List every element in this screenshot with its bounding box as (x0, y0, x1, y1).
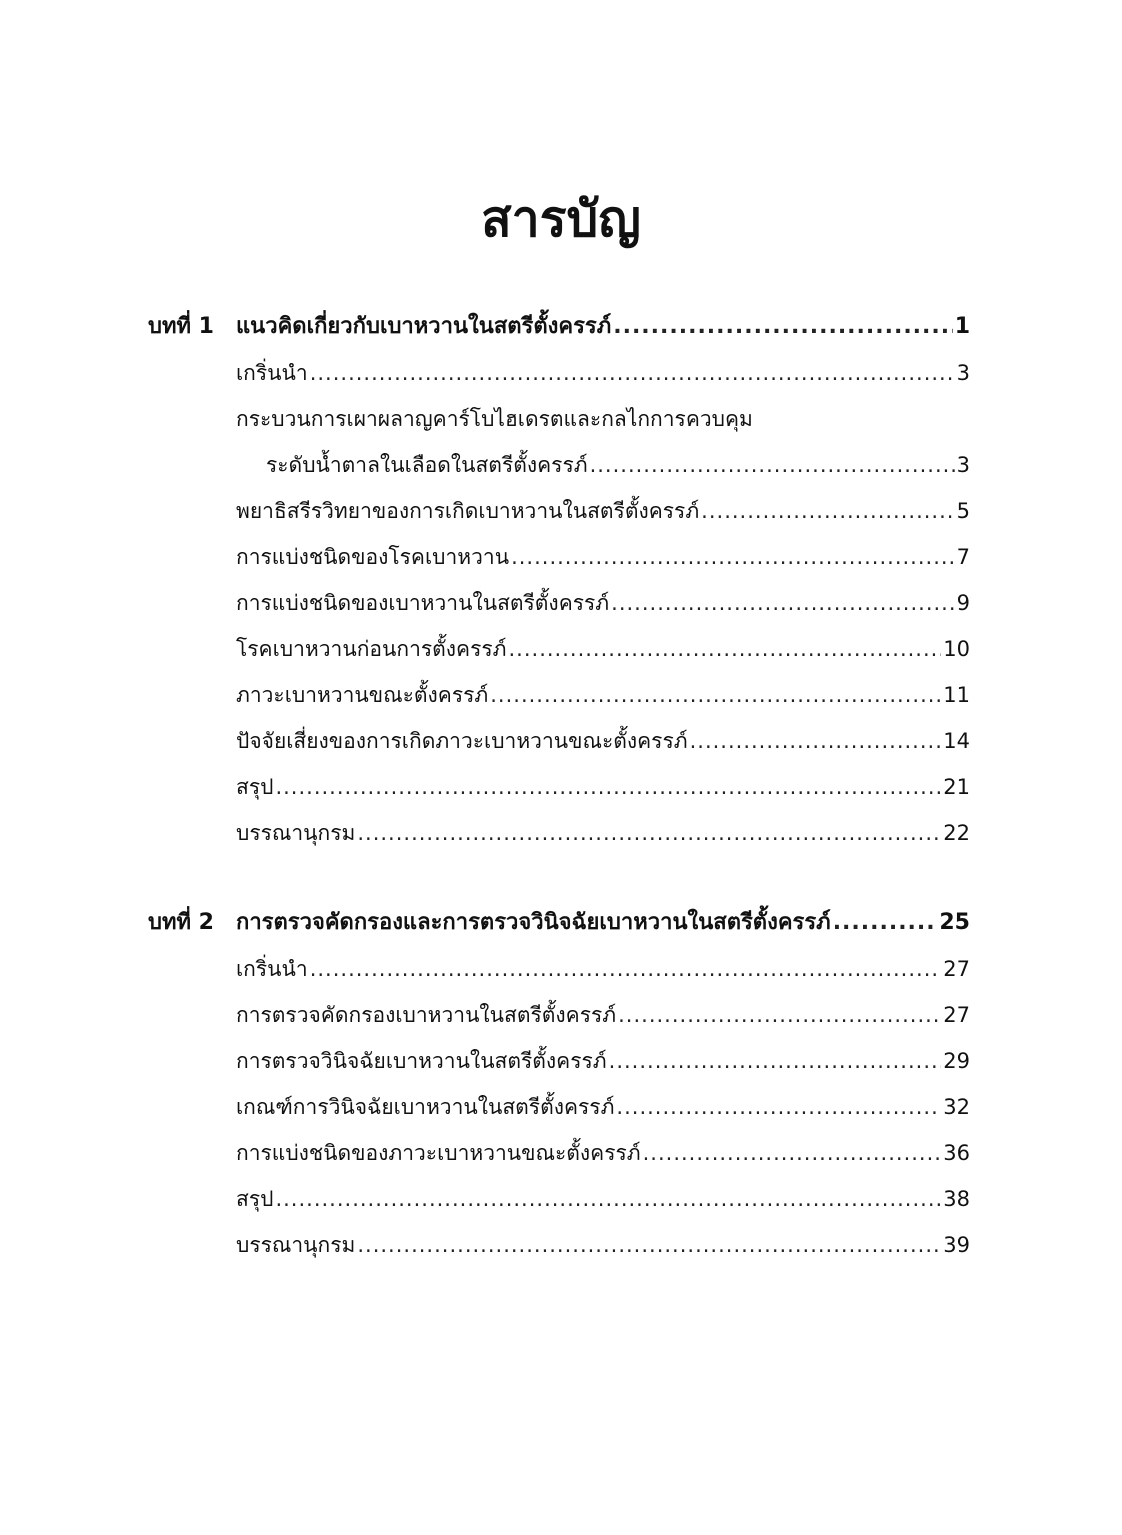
chapter-heading[interactable] (148, 906, 970, 952)
toc-entry[interactable] (148, 1182, 970, 1228)
page-number: 22 (943, 821, 970, 845)
toc-entry[interactable] (148, 1044, 970, 1090)
toc-entry[interactable] (148, 678, 970, 724)
page-number: 27 (943, 957, 970, 981)
dot-leader (275, 1182, 941, 1216)
toc-entry[interactable] (148, 998, 970, 1044)
entry-label: การแบ่งชนิดของภาวะเบาหวานขณะตั้งครรภ์ (236, 1141, 641, 1165)
toc-entry[interactable] (148, 770, 970, 816)
page-number: 27 (943, 1003, 970, 1027)
page-number: 7 (956, 545, 970, 569)
page-number: 9 (956, 591, 970, 615)
entry-label: สรุป (236, 1187, 274, 1211)
chapter-title: การตรวจคัดกรองและการตรวจวินิจฉัยเบาหวานในสตรีตั้งครรภ์ (236, 910, 831, 935)
dot-leader (310, 356, 955, 390)
chapter-number: บทที่ 2 (148, 910, 214, 935)
page-number: 11 (943, 683, 970, 707)
page-title: สารบัญ (481, 189, 641, 248)
entry-label: กระบวนการเผาผลาญคาร์โบไฮเดรตและกลไกการควบคุม (236, 407, 753, 431)
page-number: 3 (956, 361, 970, 385)
page-number: 39 (943, 1233, 970, 1257)
toc-entry[interactable] (148, 1228, 970, 1274)
dot-leader (357, 816, 941, 850)
dot-leader (509, 632, 942, 666)
page-number: 3 (956, 453, 970, 477)
toc-entry[interactable] (148, 1136, 970, 1182)
toc-entry[interactable] (148, 724, 970, 770)
entry-label: การแบ่งชนิดของโรคเบาหวาน (236, 545, 510, 569)
dot-leader (701, 494, 954, 528)
toc-entry[interactable] (148, 356, 970, 402)
entry-label: การตรวจวินิจฉัยเบาหวานในสตรีตั้งครรภ์ (236, 1049, 607, 1073)
entry-label: บรรณานุกรม (236, 821, 356, 845)
toc-entry-line-1[interactable] (148, 402, 970, 448)
toc-entry-line-2[interactable] (148, 448, 970, 494)
entry-label-continued: ระดับน้ำตาลในเลือดในสตรีตั้งครรภ์ (266, 453, 588, 477)
chapter-title: แนวคิดเกี่ยวกับเบาหวานในสตรีตั้งครรภ์ (236, 314, 612, 339)
chapter-1 (148, 310, 970, 862)
dot-leader (643, 1136, 942, 1170)
toc-entry[interactable] (148, 586, 970, 632)
dot-leader (833, 906, 938, 940)
entry-label: บรรณานุกรม (236, 1233, 356, 1257)
page-number: 10 (943, 637, 970, 661)
dot-leader (609, 1044, 942, 1078)
entry-label: เกริ่นนำ (236, 957, 308, 981)
dot-leader (511, 540, 955, 574)
toc-entry[interactable] (148, 952, 970, 998)
page-number: 29 (943, 1049, 970, 1073)
page-number: 38 (943, 1187, 970, 1211)
toc-entry[interactable] (148, 1090, 970, 1136)
entry-label: พยาธิสรีรวิทยาของการเกิดเบาหวานในสตรีตั้งครรภ์ (236, 499, 700, 523)
dot-leader (275, 770, 941, 804)
page-number: 14 (943, 729, 970, 753)
page-number: 1 (954, 314, 970, 339)
entry-label: โรคเบาหวานก่อนการตั้งครรภ์ (236, 637, 507, 661)
dot-leader (310, 952, 942, 986)
dot-leader (590, 448, 955, 482)
page-number: 25 (939, 910, 970, 935)
dot-leader (690, 724, 942, 758)
dot-leader (611, 586, 954, 620)
page-number: 5 (956, 499, 970, 523)
entry-label: สรุป (236, 775, 274, 799)
dot-leader (490, 678, 941, 712)
page-number: 21 (943, 775, 970, 799)
dot-leader (618, 998, 941, 1032)
dot-leader (357, 1228, 941, 1262)
entry-label: ปัจจัยเสี่ยงของการเกิดภาวะเบาหวานขณะตั้งครรภ์ (236, 729, 688, 753)
entry-label: ภาวะเบาหวานขณะตั้งครรภ์ (236, 683, 489, 707)
chapter-number: บทที่ 1 (148, 314, 214, 339)
toc-entry[interactable] (148, 540, 970, 586)
page-number: 32 (943, 1095, 970, 1119)
page-number: 36 (943, 1141, 970, 1165)
chapter-2 (148, 906, 970, 1274)
entry-label: เกริ่นนำ (236, 361, 308, 385)
dot-leader (613, 310, 952, 344)
entry-label: เกณฑ์การวินิจฉัยเบาหวานในสตรีตั้งครรภ์ (236, 1095, 615, 1119)
toc-entry[interactable] (148, 816, 970, 862)
entry-label: การตรวจคัดกรองเบาหวานในสตรีตั้งครรภ์ (236, 1003, 617, 1027)
chapter-heading[interactable] (148, 310, 970, 356)
toc-entry[interactable] (148, 494, 970, 540)
entry-label: การแบ่งชนิดของเบาหวานในสตรีตั้งครรภ์ (236, 591, 610, 615)
dot-leader (616, 1090, 941, 1124)
toc-entry[interactable] (148, 632, 970, 678)
